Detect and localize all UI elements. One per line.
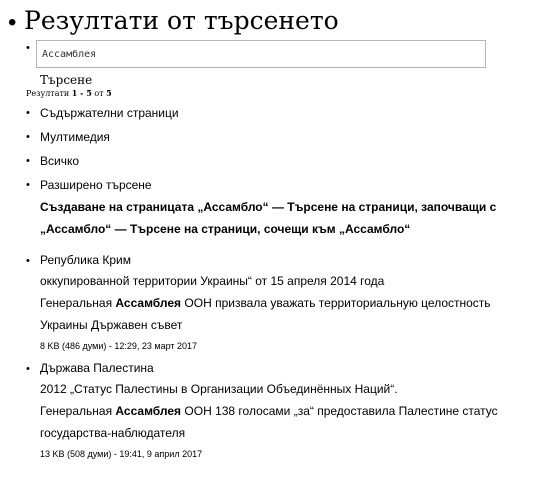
result-bullet: •	[26, 363, 30, 375]
result-snippet-line: государства-наблюдателя	[40, 426, 186, 440]
nav-bullet: •	[26, 155, 30, 167]
result-title[interactable]: Република Крим	[40, 253, 131, 267]
search-bullet: •	[26, 42, 30, 54]
search-box	[36, 40, 486, 68]
result-title[interactable]: Държава Палестина	[40, 361, 154, 375]
page-title: Резултати от търсенето	[24, 6, 339, 35]
search-input[interactable]	[42, 46, 342, 62]
create-page-suggestion[interactable]: Създаване на страницата „Ассамбло“ — Търсене на страници, започващи с	[40, 200, 497, 214]
title-bullet: •	[8, 9, 17, 36]
nav-advanced-search[interactable]: Разширено търсене	[40, 178, 152, 192]
snippet-highlight: Ассамблея	[115, 296, 182, 310]
nav-bullet: •	[26, 131, 30, 143]
search-suggestion-links[interactable]: „Ассамбло“ — Търсене на страници, сочещи към „Ассамбло“	[40, 222, 411, 236]
snippet-text: Генеральная	[40, 296, 116, 310]
result-snippet-line	[40, 404, 498, 418]
result-bullet: •	[26, 255, 30, 267]
results-range: 1 - 5	[71, 88, 92, 98]
snippet-text: ООН 138 голосами „за“ предоставила Палестине статус	[181, 404, 498, 418]
results-count-prefix: Резултати	[26, 89, 72, 98]
result-snippet-line: 2012 „Статус Палестины в Организации Объединённых Наций“.	[40, 382, 398, 396]
results-total: 5	[106, 88, 112, 98]
result-snippet-line: оккупированной территории Украины“ от 15 апреля 2014 года	[40, 274, 385, 288]
results-count-of: от	[91, 89, 107, 98]
result-meta: 13 KB (508 думи) - 19:41, 9 април 2017	[40, 449, 203, 459]
snippet-text: Генеральная	[40, 404, 116, 418]
nav-bullet: •	[26, 107, 30, 119]
nav-everything[interactable]: Всичко	[40, 154, 80, 168]
result-meta: 8 KB (486 думи) - 12:29, 23 март 2017	[40, 341, 198, 351]
result-snippet-line: Украины Държавен съвет	[40, 318, 183, 332]
nav-multimedia[interactable]: Мултимедия	[40, 130, 110, 144]
results-count	[26, 88, 112, 98]
search-label[interactable]: Търсене	[40, 73, 93, 87]
snippet-text: ООН призвала уважать территориальную целостность	[181, 296, 491, 310]
snippet-highlight: Ассамблея	[115, 404, 182, 418]
result-snippet-line	[40, 296, 491, 310]
nav-content-pages[interactable]: Съдържателни страници	[40, 106, 179, 120]
nav-bullet: •	[26, 179, 30, 191]
